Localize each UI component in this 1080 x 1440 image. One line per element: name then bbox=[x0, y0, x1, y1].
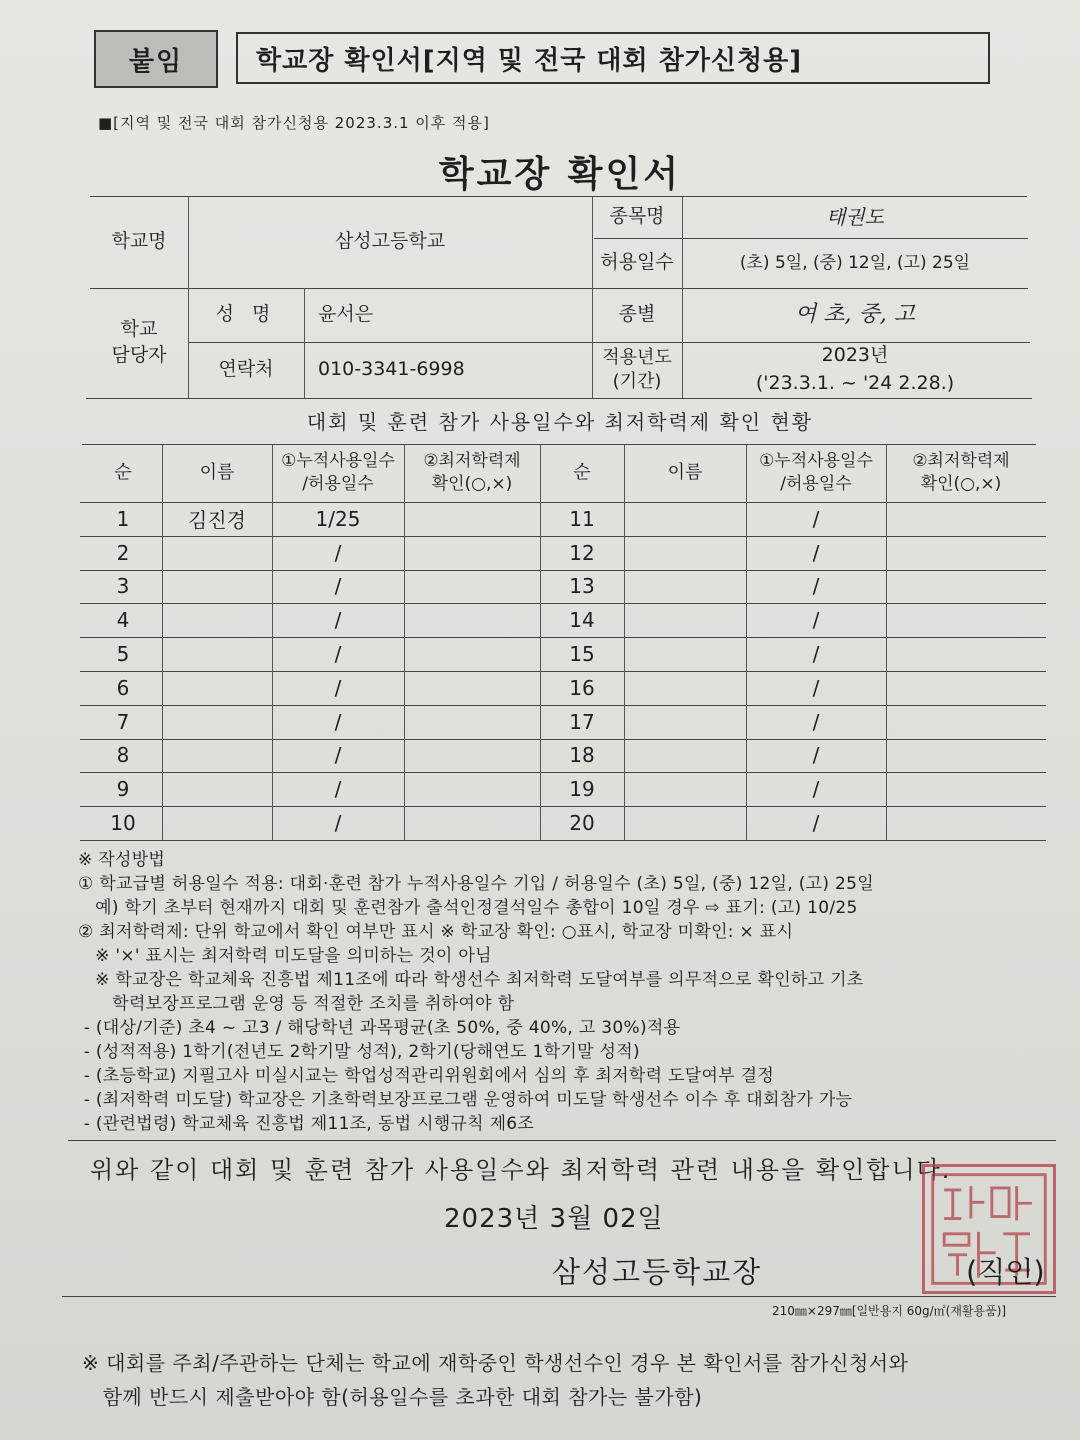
table-cell-days: / bbox=[812, 709, 820, 734]
table-cell-name bbox=[162, 570, 272, 604]
instruction-line: - (대상/기준) 초4 ~ 고3 / 해당학년 과목평균(초 50%, 중 40%, 고 30%)적용 bbox=[78, 1018, 681, 1038]
table-cell-days: / bbox=[334, 777, 342, 802]
header-title: 학교장 확인서[지역 및 전국 대회 참가신청용] bbox=[236, 32, 990, 84]
event-label: 종목명 bbox=[609, 205, 665, 228]
contact-value: 010-3341-6998 bbox=[318, 358, 465, 381]
confirmation-statement: 위와 같이 대회 및 훈련 참가 사용일수와 최저학력 관련 내용을 확인합니다. bbox=[90, 1156, 952, 1184]
issue-date: 2023년 3월 02일 bbox=[444, 1204, 664, 1234]
table-cell-days: / bbox=[812, 743, 820, 768]
table-cell-check bbox=[404, 637, 540, 671]
table-cell-check bbox=[886, 739, 1036, 773]
table-cell-days: / bbox=[334, 675, 342, 700]
table-cell-days: / bbox=[812, 777, 820, 802]
table-cell-check bbox=[404, 705, 540, 739]
table-cell-days: / bbox=[812, 574, 820, 599]
table-cell-days: / bbox=[334, 709, 342, 734]
manager-name: 윤서은 bbox=[318, 303, 374, 326]
table-cell-no: 6 bbox=[116, 675, 130, 700]
instruction-line: - (관련법령) 학교체육 진흥법 제11조, 동법 시행규칙 제6조 bbox=[78, 1114, 535, 1134]
doc-title: 학교장 확인서 bbox=[438, 154, 682, 195]
year-value: 2023년 bbox=[821, 344, 889, 367]
table-row-line bbox=[80, 840, 1046, 841]
table-cell-check bbox=[886, 637, 1036, 671]
table-cell-check bbox=[886, 536, 1036, 570]
table-cell-days: / bbox=[334, 811, 342, 836]
table-cell-no: 2 bbox=[116, 540, 130, 565]
footnote-line: ※ 대회를 주최/주관하는 단체는 학교에 재학중인 학생선수인 경우 본 확인서를 참가신청서와 bbox=[82, 1351, 909, 1375]
school-name-label: 학교명 bbox=[111, 230, 167, 253]
table-cell-name bbox=[162, 806, 272, 840]
table-header-name: 이름 bbox=[667, 461, 703, 483]
table-cell-days: / bbox=[334, 574, 342, 599]
table-cell-no: 12 bbox=[569, 540, 595, 565]
paper-spec: 210㎜×297㎜[일반용지 60g/㎡(재활용품)] bbox=[772, 1304, 1007, 1318]
table-cell-name bbox=[624, 637, 746, 671]
table-cell-days: / bbox=[812, 811, 820, 836]
table-cell-no: 17 bbox=[569, 709, 595, 734]
principal-title: 삼성고등학교장 bbox=[552, 1255, 763, 1289]
table-cell-no: 4 bbox=[116, 608, 130, 633]
table-cell-days: / bbox=[812, 506, 820, 531]
table-cell-no: 1 bbox=[116, 506, 130, 531]
seal-label: (직인) bbox=[966, 1255, 1045, 1289]
table-cell-check bbox=[404, 603, 540, 637]
table-cell-name bbox=[624, 671, 746, 705]
instruction-line: ※ '×' 표시는 최저학력 미도달을 의미하는 것이 아님 bbox=[78, 946, 492, 966]
table-cell-check bbox=[404, 806, 540, 840]
table-cell-check bbox=[886, 806, 1036, 840]
table-cell-days: / bbox=[812, 675, 820, 700]
table-cell-name bbox=[162, 739, 272, 773]
instruction-line: - (초등학교) 지필고사 미실시교는 학업성적관리위원회에서 심의 후 최저학력 도달여부 결정 bbox=[78, 1066, 775, 1086]
table-cell-days: / bbox=[334, 743, 342, 768]
table-cell-days: / bbox=[334, 540, 342, 565]
table-cell-no: 20 bbox=[569, 811, 595, 836]
table-cell-days: / bbox=[812, 608, 820, 633]
instruction-line: 학력보장프로그램 운영 등 적절한 조치를 취하여야 함 bbox=[78, 994, 515, 1014]
table-header-no: 순 bbox=[573, 461, 591, 483]
year-label: 적용년도 (기간) bbox=[602, 346, 672, 392]
table-cell-no: 8 bbox=[116, 743, 130, 768]
table-cell-check bbox=[886, 502, 1036, 536]
manager-label: 학교 담당자 bbox=[111, 318, 167, 366]
table-cell-name bbox=[162, 705, 272, 739]
table-cell-check bbox=[404, 570, 540, 604]
table-cell-no: 16 bbox=[569, 675, 595, 700]
table-cell-no: 13 bbox=[569, 574, 595, 599]
table-cell-check bbox=[886, 705, 1036, 739]
table-cell-no: 9 bbox=[116, 777, 130, 802]
subnote: ■[지역 및 전국 대회 참가신청용 2023.3.1 이후 적용] bbox=[98, 114, 490, 132]
table-cell-days: / bbox=[812, 642, 820, 667]
table-cell-name: 김진경 bbox=[188, 508, 246, 533]
notes-divider bbox=[68, 1140, 1056, 1141]
table-cell-no: 3 bbox=[116, 574, 130, 599]
table-cell-name bbox=[162, 536, 272, 570]
table-cell-days: / bbox=[334, 642, 342, 667]
instruction-line: ② 최저학력제: 단위 학교에서 확인 여부만 표시 ※ 학교장 확인: ○표시, 학교장 미확인: × 표시 bbox=[78, 922, 794, 942]
table-header-check: ②최저학력제 확인(○,×) bbox=[912, 451, 1010, 494]
table-cell-name bbox=[624, 502, 746, 536]
signature-divider bbox=[62, 1296, 1056, 1297]
table-cell-name bbox=[624, 705, 746, 739]
instruction-line: - (최저학력 미도달) 학교장은 기초학력보장프로그램 운영하여 미도달 학생선수 이수 후 대회참가 가능 bbox=[78, 1090, 853, 1110]
table-cell-days: / bbox=[334, 608, 342, 633]
table-cell-no: 14 bbox=[569, 608, 595, 633]
table-cell-no: 11 bbox=[569, 506, 595, 531]
table-cell-name bbox=[624, 536, 746, 570]
info-border-bottom bbox=[86, 398, 1032, 399]
table-header-no: 순 bbox=[114, 461, 132, 483]
category-value: 여 초, 중, 고 bbox=[795, 302, 915, 328]
footnote-line: 함께 반드시 제출받아야 함(허용일수를 초과한 대회 참가는 불가함) bbox=[82, 1385, 703, 1409]
table-cell-check bbox=[404, 671, 540, 705]
instructions bbox=[78, 848, 1058, 1136]
instruction-line: ① 학교급별 허용일수 적용: 대회·훈련 참가 누적사용일수 기입 / 허용일수 (초) 5일, (중) 12일, (고) 25일 bbox=[78, 874, 874, 894]
allowed-days-value: (초) 5일, (중) 12일, (고) 25일 bbox=[739, 252, 971, 273]
table-cell-name bbox=[624, 772, 746, 806]
submission-footnote bbox=[82, 1346, 908, 1414]
table-header-days: ①누적사용일수 /허용일수 bbox=[759, 451, 873, 494]
table-cell-days: / bbox=[812, 540, 820, 565]
table-cell-check bbox=[404, 772, 540, 806]
table-cell-check bbox=[404, 536, 540, 570]
table-cell-no: 10 bbox=[110, 811, 136, 836]
table-cell-no: 18 bbox=[569, 743, 595, 768]
instruction-line: 예) 학기 초부터 현재까지 대회 및 훈련참가 출석인정결석일수 총합이 10일 경우 ⇨ 표기: (고) 10/25 bbox=[78, 898, 858, 918]
allowed-days-label: 허용일수 bbox=[600, 251, 674, 274]
table-cell-name bbox=[624, 603, 746, 637]
instruction-line: - (성적적용) 1학기(전년도 2학기말 성적), 2학기(당해연도 1학기말 성적) bbox=[78, 1042, 640, 1062]
event-value: 태권도 bbox=[826, 204, 884, 229]
table-cell-check bbox=[886, 570, 1036, 604]
table-cell-check bbox=[886, 671, 1036, 705]
table-cell-name bbox=[624, 739, 746, 773]
table-header-check: ②최저학력제 확인(○,×) bbox=[423, 451, 521, 494]
school-name: 삼성고등학교 bbox=[334, 230, 446, 253]
table-cell-no: 15 bbox=[569, 642, 595, 667]
section-title: 대회 및 훈련 참가 사용일수와 최저학력제 확인 현황 bbox=[306, 410, 814, 434]
table-cell-check bbox=[404, 739, 540, 773]
table-header-days: ①누적사용일수 /허용일수 bbox=[281, 451, 395, 494]
table-cell-check bbox=[886, 772, 1036, 806]
instruction-line: ※ 학교장은 학교체육 진흥법 제11조에 따라 학생선수 최저학력 도달여부를 의무적으로 확인하고 기초 bbox=[78, 970, 864, 990]
category-label: 종별 bbox=[618, 303, 656, 326]
table-cell-name bbox=[162, 603, 272, 637]
table-cell-name bbox=[162, 772, 272, 806]
table-cell-no: 5 bbox=[116, 642, 130, 667]
table-cell-name bbox=[624, 570, 746, 604]
table-cell-no: 19 bbox=[569, 777, 595, 802]
period-value: ('23.3.1. ~ '24 2.28.) bbox=[755, 372, 955, 395]
name-label: 성 명 bbox=[215, 303, 277, 326]
table-cell-check bbox=[404, 502, 540, 536]
table-cell-no: 7 bbox=[116, 709, 130, 734]
table-cell-name bbox=[162, 637, 272, 671]
table-header-name: 이름 bbox=[199, 461, 235, 483]
info-vline bbox=[304, 288, 305, 398]
instruction-line: ※ 작성방법 bbox=[78, 850, 166, 870]
table-cell-check bbox=[886, 603, 1036, 637]
table-cell-days: 1/25 bbox=[315, 506, 361, 531]
attachment-label: 붙임 bbox=[94, 30, 218, 88]
table-cell-name bbox=[624, 806, 746, 840]
contact-label: 연락처 bbox=[218, 358, 274, 381]
table-cell-name bbox=[162, 671, 272, 705]
